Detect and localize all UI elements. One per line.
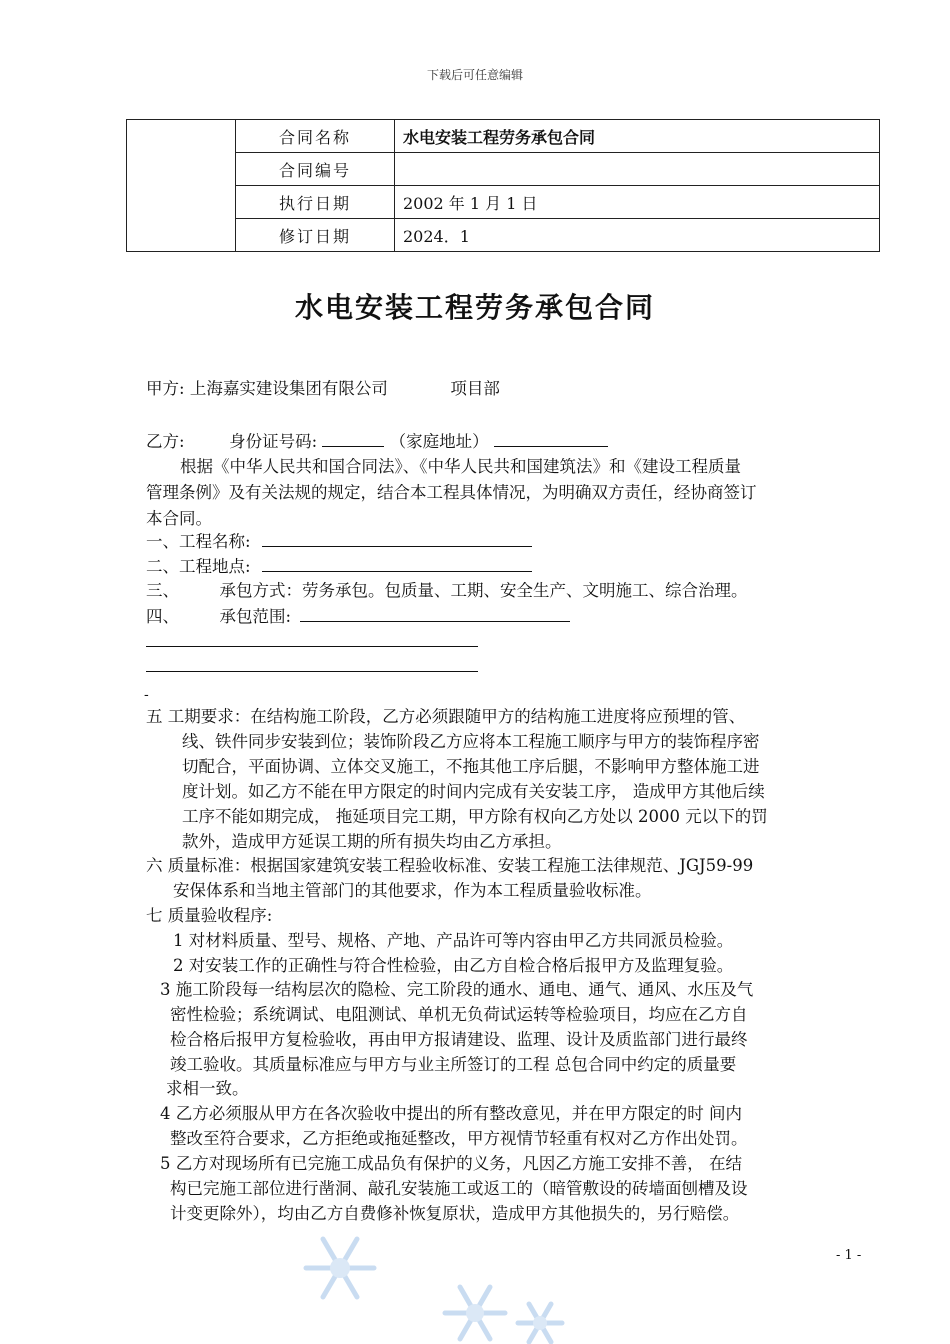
snowflake-watermark — [290, 1228, 580, 1344]
clause-6-line-1: 六 质量标准：根据国家建筑安装工程验收标准、安装工程施工法律规范、JGJ59-99 — [146, 856, 754, 875]
table-row — [127, 120, 880, 153]
revision-date-label: 修订日期 — [236, 219, 395, 252]
scope-blank-line-3 — [146, 671, 478, 672]
project-name-blank — [262, 528, 532, 547]
header-note: 下载后可任意编辑 — [426, 68, 523, 82]
clause-4-scope — [146, 603, 570, 630]
party-b-label: 乙方: — [146, 432, 185, 451]
intro-line-2: 管理条例》及有关法规的规定，结合本工程具体情况，为明确双方责任，经协商签订 — [146, 483, 757, 502]
contract-name-value: 水电安装工程劳务承包合同 — [395, 120, 880, 153]
home-address-blank — [494, 428, 608, 447]
contract-number-label: 合同编号 — [236, 153, 395, 186]
clause-7-item-3-line-3: 检合格后报甲方复检验收，再由甲方报请建设、监理、设计及质监部门进行最终 — [170, 1030, 748, 1049]
clause-5-line-3: 切配合，平面协调、立体交叉施工，不拖其他工序后腿，不影响甲方整体施工进 — [182, 757, 760, 776]
clause-7-item-3-line-1: 3 施工阶段每一结构层次的隐检、完工阶段的通水、通电、通气、通风、水压及气 — [160, 980, 754, 999]
home-address-label: （家庭地址） — [389, 432, 489, 451]
clause-5-line-1: 五 工期要求：在结构施工阶段，乙方必须跟随甲方的结构施工进度将应预埋的管、 — [146, 707, 746, 726]
clause-5-line-4: 度计划。如乙方不能在甲方限定的时间内完成有关安装工序， 造成甲方其他后续 — [182, 782, 765, 801]
clause-1-label: 一、工程名称: — [146, 532, 251, 551]
execution-date-label: 执行日期 — [236, 186, 395, 219]
clause-2-project-location — [146, 553, 532, 580]
document-title: 水电安装工程劳务承包合同 — [294, 291, 655, 324]
project-location-blank — [262, 553, 532, 572]
clause-7-item-3-line-2: 密性检验；系统调试、电阻测试、单机无负荷试运转等检验项目，均应在乙方自 — [170, 1005, 748, 1024]
clause-5-line-6: 款外，造成甲方延误工期的所有损失均由乙方承担。 — [182, 832, 562, 851]
clause-7-heading: 七 质量验收程序: — [146, 906, 273, 925]
clause-7-item-5-line-2: 构已完施工部位进行凿洞、敲孔安装施工或返工的（暗管敷设的砖墙面刨槽及设 — [170, 1179, 748, 1198]
contract-info-table — [126, 119, 880, 252]
clause-4-number: 四、 — [146, 607, 179, 626]
clause-2-label: 二、工程地点: — [146, 557, 251, 576]
clause-7-item-5-line-1: 5 乙方对现场所有已完施工成品负有保护的义务，凡因乙方施工安排不善， 在结 — [160, 1154, 742, 1173]
clause-7-item-4-line-1: 4 乙方必须服从甲方在各次验收中提出的所有整改意见，并在甲方限定的时 间内 — [160, 1104, 742, 1123]
clause-1-project-name — [146, 528, 532, 555]
intro-line-1: 根据《中华人民共和国合同法》、《中华人民共和国建筑法》和《建设工程质量 — [180, 457, 741, 476]
party-b-line — [146, 428, 608, 455]
clause-4-label: 承包范围: — [219, 607, 292, 626]
table-row — [127, 153, 880, 186]
clause-7-item-5-line-3: 计变更除外），均由乙方自费修补恢复原状，造成甲方其他损失的，另行赔偿。 — [170, 1204, 740, 1223]
logo-cell — [127, 120, 236, 252]
id-number-label: 身份证号码: — [229, 432, 318, 451]
revision-date-value: 2024．1 — [395, 219, 880, 252]
clause-7-item-1: 1 对材料质量、型号、规格、产地、产品许可等内容由甲乙方共同派员检验。 — [173, 931, 734, 950]
scope-blank — [300, 603, 570, 622]
table-row — [127, 219, 880, 252]
clause-7-item-4-line-2: 整改至符合要求，乙方拒绝或拖延整改，甲方视情节轻重有权对乙方作出处罚。 — [170, 1129, 748, 1148]
party-a-company: 上海嘉实建设集团有限公司 — [189, 379, 388, 398]
stray-dash: - — [144, 687, 149, 703]
clause-6-line-2: 安保体系和当地主管部门的其他要求，作为本工程质量验收标准。 — [173, 881, 652, 900]
party-a-label: 甲方: — [146, 379, 185, 398]
id-number-blank — [322, 428, 384, 447]
intro-line-3: 本合同。 — [146, 509, 212, 528]
clause-3-text: 承包方式：劳务承包。包质量、工期、安全生产、文明施工、综合治理。 — [219, 581, 748, 600]
clause-7-item-3-line-4: 竣工验收。其质量标准应与甲方与业主所签订的工程 总包合同中约定的质量要 — [170, 1055, 737, 1074]
party-a-dept: 项目部 — [450, 379, 500, 398]
clause-5-line-5: 工序不能如期完成， 拖延项目完工期，甲方除有权向乙方处以 2000 元以下的罚 — [182, 807, 768, 826]
page-number: - 1 - — [836, 1248, 862, 1263]
clause-3-number: 三、 — [146, 581, 179, 600]
clause-7-item-2: 2 对安装工作的正确性与符合性检验，由乙方自检合格后报甲方及监理复验。 — [173, 956, 734, 975]
table-row — [127, 186, 880, 219]
clause-7-item-3-line-5: 求相一致。 — [166, 1079, 249, 1098]
clause-5-line-2: 线、铁件同步安装到位；装饰阶段乙方应将本工程施工顺序与甲方的装饰程序密 — [182, 732, 760, 751]
clause-3-contract-mode — [146, 578, 748, 604]
contract-number-value — [395, 153, 880, 186]
party-a-line — [146, 376, 500, 402]
execution-date-value: 2002 年 1 月 1 日 — [395, 186, 880, 219]
contract-name-label: 合同名称 — [236, 120, 395, 153]
scope-blank-line-2 — [146, 646, 478, 647]
